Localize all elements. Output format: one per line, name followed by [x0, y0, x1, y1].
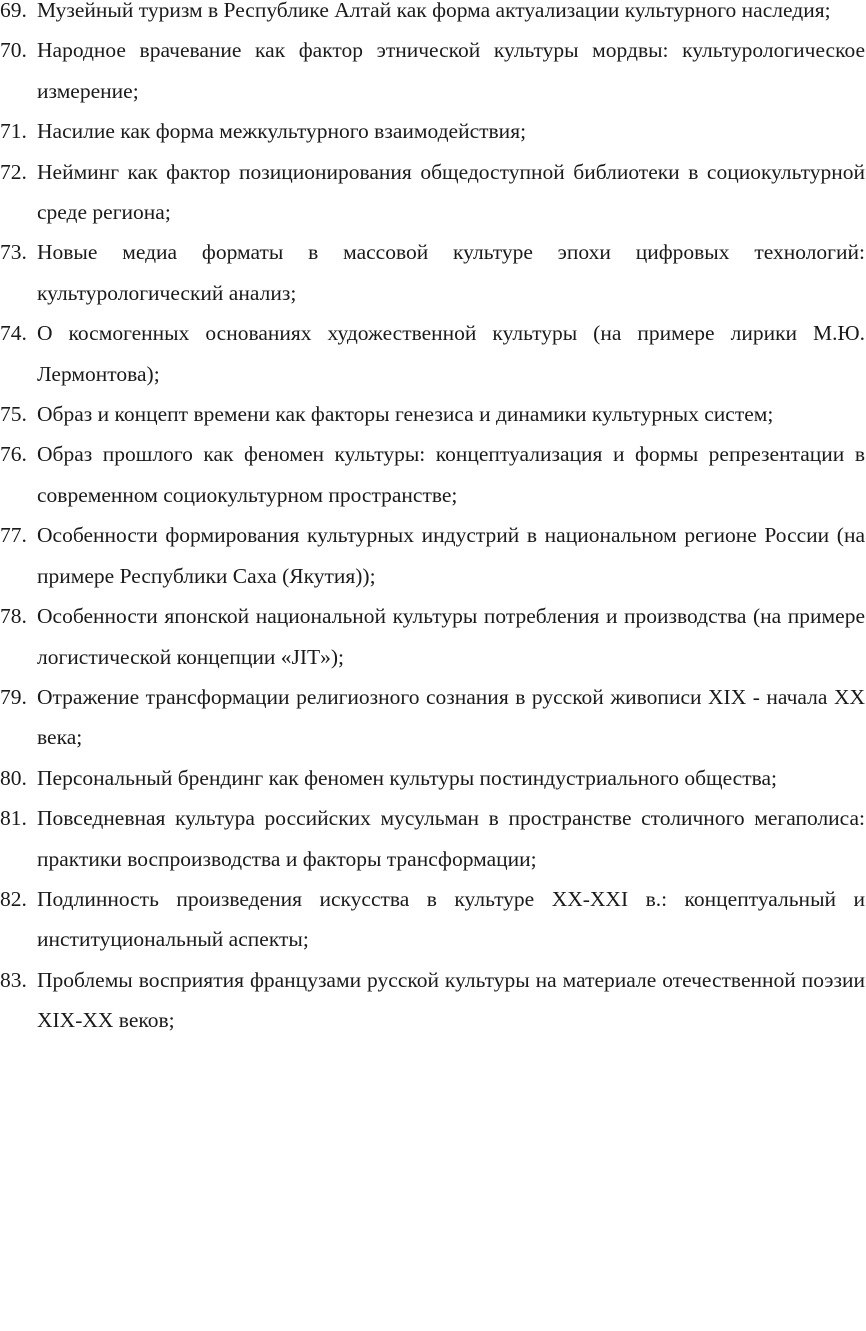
list-item-text: Нейминг как фактор позиционирования общедоступной библиотеки в социокультурной среде региона; [37, 159, 865, 225]
list-item-text: Отражение трансформации религиозного сознания в русской живописи XIX - начала XX века; [37, 684, 865, 750]
list-item [0, 394, 866, 434]
list-item [0, 434, 866, 515]
list-item [0, 758, 866, 798]
list-item-number: 77. [0, 523, 27, 548]
list-item-number: 82. [0, 886, 27, 911]
list-item-text: Новые медиа форматы в массовой культуре эпохи цифровых технологий: культурологический анализ; [37, 240, 865, 305]
list-item [0, 30, 866, 111]
list-item-number: 73. [0, 240, 27, 265]
list-item-number: 81. [0, 806, 27, 831]
list-item-text: Образ прошлого как феномен культуры: концептуализация и формы репрезентации в современном социокультурном пространстве; [37, 442, 865, 507]
list-item-text: Особенности японской национальной культуры потребления и производства (на примере логистической концепции «JIT»); [37, 604, 865, 669]
list-item-number: 78. [0, 604, 27, 629]
list-item-text: Образ и концепт времени как факторы генезиса и динамики культурных систем; [37, 402, 774, 427]
list-item [0, 0, 866, 30]
list-item-text: О космогенных основаниях художественной культуры (на примере лирики М.Ю. Лермонтова); [37, 321, 865, 386]
list-item-text: Персональный брендинг как феномен культуры постиндустриального общества; [37, 765, 777, 790]
list-item [0, 879, 866, 960]
list-item-number: 75. [0, 402, 27, 427]
list-item-number: 80. [0, 765, 27, 790]
list-item-number: 83. [0, 967, 27, 992]
list-item [0, 111, 866, 151]
list-item [0, 515, 866, 596]
list-item-number: 71. [0, 119, 27, 144]
list-item [0, 798, 866, 879]
list-item [0, 677, 866, 758]
list-item-text: Подлинность произведения искусства в культуре XX-XXI в.: концептуальный и институциональный аспекты; [37, 886, 865, 952]
list-item-number: 74. [0, 321, 27, 346]
list-item [0, 596, 866, 677]
list-item-text: Насилие как форма межкультурного взаимодействия; [37, 119, 527, 144]
list-item-number: 79. [0, 684, 27, 709]
list-item-number: 72. [0, 159, 27, 184]
list-item-number: 70. [0, 38, 27, 63]
list-item [0, 232, 866, 313]
list-item-text: Особенности формирования культурных индустрий в национальном регионе России (на примере Республики Саха (Якутия)); [37, 523, 865, 588]
list-item-number: 76. [0, 442, 27, 467]
list-item [0, 960, 866, 1041]
list-item-number: 69. [0, 0, 27, 22]
list-item-text: Народное врачевание как фактор этнической культуры мордвы: культурологическое измерение; [37, 38, 865, 103]
list-item-text: Повседневная культура российских мусульман в пространстве столичного мегаполиса: практики воспроизводства и факторы трансформации; [37, 806, 865, 871]
list-item [0, 152, 866, 233]
list-item [0, 313, 866, 394]
list-item-text: Проблемы восприятия французами русской культуры на материале отечественной поэзии XIX-XX веков; [37, 967, 865, 1033]
list-item-text: Музейный туризм в Республике Алтай как форма актуализации культурного наследия; [37, 0, 831, 22]
